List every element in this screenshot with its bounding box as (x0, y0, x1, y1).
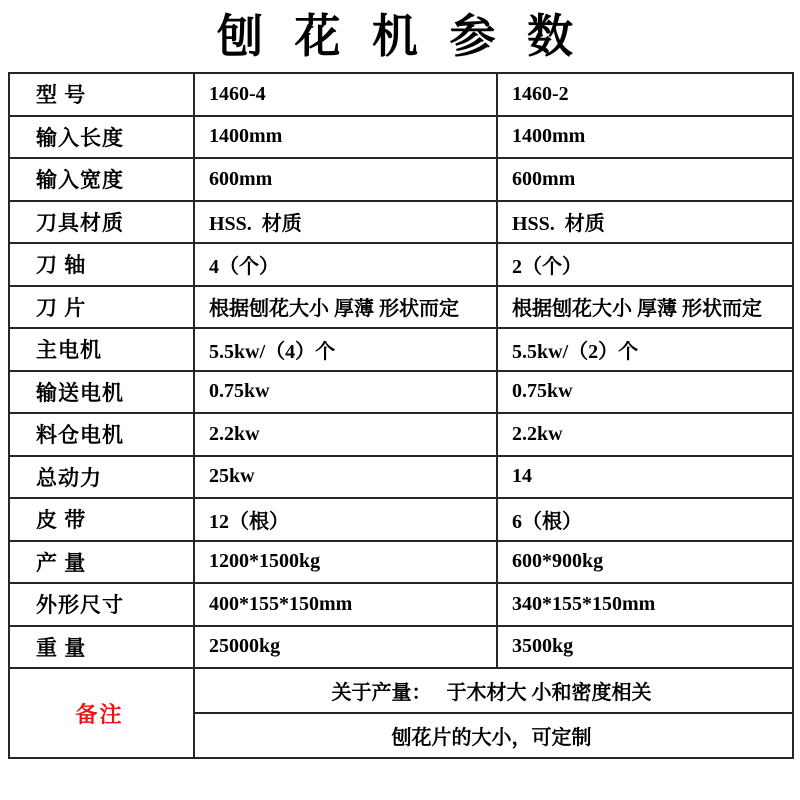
row-label: 皮 带 (9, 498, 194, 541)
row-value-model-1460-2: 2.2kw (497, 413, 793, 456)
row-value-model-1460-4: 600mm (194, 158, 497, 201)
table-row (9, 371, 793, 414)
row-value-model-1460-4: 0.75kw (194, 371, 497, 414)
table-row-remark (9, 668, 793, 713)
row-label: 料仓电机 (9, 413, 194, 456)
row-value-model-1460-2: HSS. 材质 (497, 201, 793, 244)
row-label: 型 号 (9, 73, 194, 116)
row-value-model-1460-2: 1400mm (497, 116, 793, 159)
row-label: 输入宽度 (9, 158, 194, 201)
table-row (9, 498, 793, 541)
row-value-model-1460-4: 12（根） (194, 498, 497, 541)
row-value-model-1460-4: 1460-4 (194, 73, 497, 116)
table-row (9, 201, 793, 244)
row-label: 刀具材质 (9, 201, 194, 244)
row-value-model-1460-2: 600mm (497, 158, 793, 201)
row-value-model-1460-4: 根据刨花大小 厚薄 形状而定 (194, 286, 497, 329)
remark-label: 备注 (9, 668, 194, 758)
table-row (9, 456, 793, 499)
row-value-model-1460-2: 6（根） (497, 498, 793, 541)
row-value-model-1460-4: 400*155*150mm (194, 583, 497, 626)
row-label: 总动力 (9, 456, 194, 499)
row-value-model-1460-4: 2.2kw (194, 413, 497, 456)
row-label: 外形尺寸 (9, 583, 194, 626)
row-value-model-1460-2: 340*155*150mm (497, 583, 793, 626)
remark-note-2: 刨花片的大小，可定制 (194, 713, 793, 758)
row-value-model-1460-2: 14 (497, 456, 793, 499)
table-row (9, 541, 793, 584)
table-row (9, 626, 793, 669)
table-row (9, 116, 793, 159)
table-row (9, 583, 793, 626)
row-value-model-1460-4: 4（个） (194, 243, 497, 286)
row-value-model-1460-4: 25kw (194, 456, 497, 499)
row-label: 重 量 (9, 626, 194, 669)
row-value-model-1460-4: HSS. 材质 (194, 201, 497, 244)
table-row (9, 243, 793, 286)
row-value-model-1460-2: 3500kg (497, 626, 793, 669)
row-value-model-1460-2: 1460-2 (497, 73, 793, 116)
spec-table (8, 72, 794, 759)
page-title: 刨 花 机 参 数 (217, 11, 583, 62)
row-value-model-1460-2: 根据刨花大小 厚薄 形状而定 (497, 286, 793, 329)
row-value-model-1460-4: 25000kg (194, 626, 497, 669)
row-value-model-1460-4: 5.5kw/（4）个 (194, 328, 497, 371)
row-value-model-1460-4: 1200*1500kg (194, 541, 497, 584)
remark-note-1: 关于产量： 于木材大 小和密度相关 (194, 668, 793, 713)
row-label: 刀 轴 (9, 243, 194, 286)
table-row (9, 328, 793, 371)
row-label: 产 量 (9, 541, 194, 584)
table-row (9, 413, 793, 456)
row-label: 主电机 (9, 328, 194, 371)
row-value-model-1460-4: 1400mm (194, 116, 497, 159)
table-row (9, 73, 793, 116)
row-value-model-1460-2: 2（个） (497, 243, 793, 286)
table-row (9, 158, 793, 201)
row-label: 刀 片 (9, 286, 194, 329)
row-value-model-1460-2: 0.75kw (497, 371, 793, 414)
table-row (9, 286, 793, 329)
row-value-model-1460-2: 600*900kg (497, 541, 793, 584)
row-label: 输送电机 (9, 371, 194, 414)
row-label: 输入长度 (9, 116, 194, 159)
row-value-model-1460-2: 5.5kw/（2）个 (497, 328, 793, 371)
